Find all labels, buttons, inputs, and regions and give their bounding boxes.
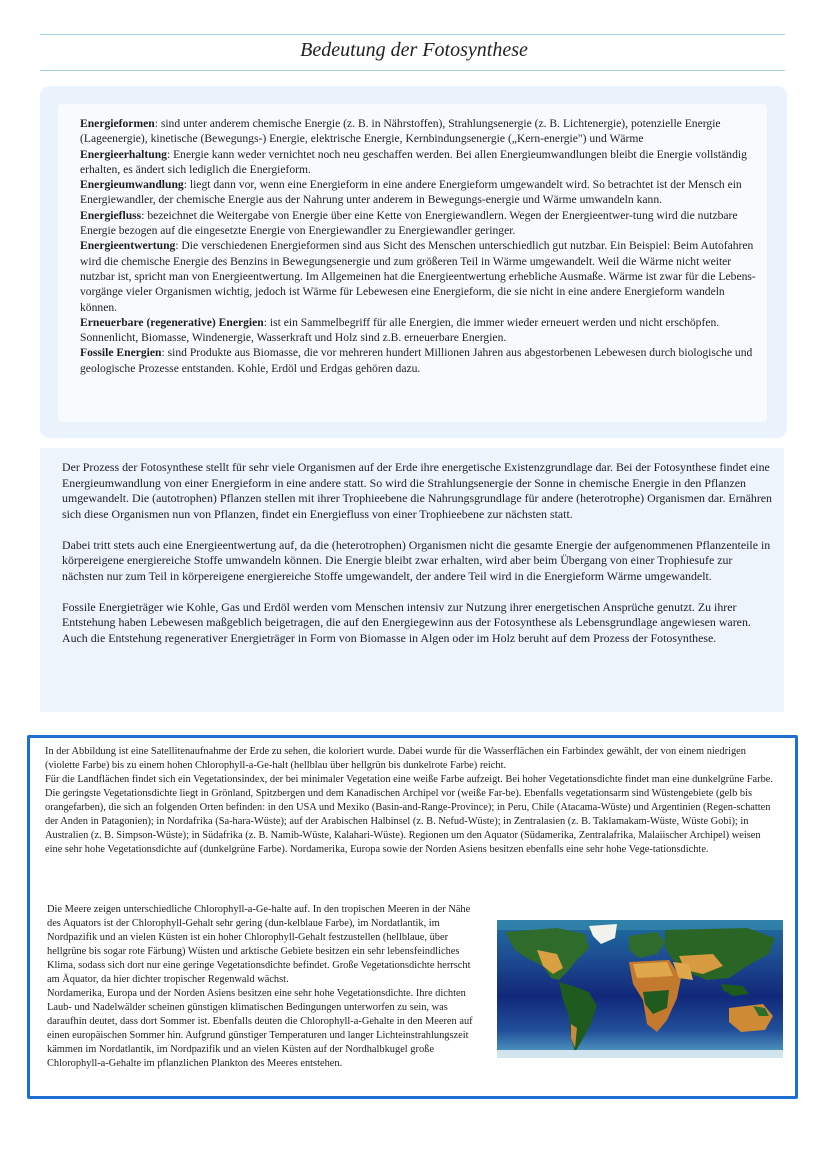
- definition-text: : Die verschiedenen Energieformen sind aus Sicht des Menschen unterschiedlich gut nutzbar. Ein Beispiel: Beim Autofahren wird die chemische Energie des Benzins in Bewegungsenergie und zum größeren Teil in Wärme umgewandelt. Weil die Wärme nicht weiter nutzbar ist, spricht man von Energieentwertung. Im Allgemeinen hat die Energieentwertung erhebliche Ausmaße. Wärme ist zwar für die Lebens-vorgänge vieler Organismen wichtig, jedoch ist Wärme für Lebewesen eine Energieform, die sie nicht in eine andere Energieform wandeln können.: [80, 239, 756, 314]
- seas-paragraph: Nordamerika, Europa und der Norden Asiens besitzen eine sehr hohe Vegetationsdichte. Ihre dichten Laub- und Nadelwälder scheinen günstigen klimatischen Bedingungen unterworfen zu sein, was daraufhin deutet, dass dort Sommer ist. Ebenfalls deuten die Chlorophyll-a-Gehalte in den Meeren auf einen europäischen Sommer hin. Aufgrund günstiger Temperaturen und langer Lichteinstrahlungszeit kämmen im Nordatlantik, im Nordpazifik und an vielen Küsten auf der Nordhalbkugel große Chlorophyll-a-Gehalte im pflanzlichen Plankton des Meeres entstehen.: [47, 988, 473, 1069]
- satellite-intro-paragraph: Für die Landflächen findet sich ein Vegetationsindex, der bei minimaler Vegetation eine weiße Farbe aufzeigt. Bei hoher Vegetationsdichte findet man eine dunkelgrüne Farbe. Die geringste Vegetationsdichte liegt in Grönland, Spitzbergen und dem Kanadischen Archipel vor (weiße Far-be). Ebenfalls vegetationsarm sind Wüstengebiete (gelb bis orangefarben), die sich an folgenden Orten befinden: in den USA und Mexiko (Basin-and-Range-Province); in Peru, Chile (Atacama-Wüste) und Argentinien (Regen-schatten der Anden in Patagonien); in Nordafrika (Sa-hara-Wüste); auf der Arabischen Halbinsel (z. B. Nefud-Wüste); in Zentralasien (z. B. Taklamakam-Wüste, Wüste Gobi); in Australien (z. B. Simpson-Wüste); in Südafrika (z. B. Namib-Wüste, Kalahari-Wüste). Regionen um den Aquator (Südamerika, Zentralafrika, Malaiischer Archipel) weisen eine sehr hohe Vegetationsdichte auf (dunkelgrüne Farbe). Nordamerika, Europa sowie der Norden Asiens besitzen ebenfalls eine sehr hohe Vege-tationsdichte.: [45, 774, 773, 855]
- definition-erneuerbare-energien: [80, 315, 760, 346]
- earth-map-graphic: [497, 920, 783, 1058]
- definitions-list: [80, 116, 760, 376]
- definition-term: Energieformen: [80, 117, 155, 130]
- definition-text: : sind unter anderem chemische Energie (z. B. in Nährstoffen), Strahlungsenergie (z. B. Lichtenergie), potenzielle Energie (Lageenergie), kinetische (Bewegungs-) Energie, elektrische Energie, Kernbindungsenergie („Kern-energie") und Wärme: [80, 117, 721, 146]
- satellite-intro-paragraph: In der Abbildung ist eine Satellitenaufnahme der Erde zu sehen, die koloriert wurde. Dabei wurde für die Wasserflächen ein Farbindex gewählt, der von einem niedrigen (violette Farbe) bis zu einem hohen Chlorophyll-a-Ge-halt (hellblau über hellgrün bis dunkelrote Farbe) reicht.: [45, 746, 746, 771]
- definition-term: Erneuerbare (regenerative) Energien: [80, 315, 264, 329]
- page-title: Bedeutung der Fotosynthese: [300, 39, 528, 61]
- definition-term: Energiefluss: [80, 208, 142, 222]
- definition-text: : Energie kann weder vernichtet noch neu geschaffen werden. Bei allen Energieumwandlungen bleibt die Energie vollständig erhalten, es ändert sich lediglich die Energieform.: [80, 147, 747, 176]
- satellite-intro: [45, 745, 775, 857]
- definition-energiefluss: [80, 208, 760, 239]
- definition-energieumwandlung: [80, 177, 760, 208]
- definition-fossile-energien: [80, 345, 760, 376]
- process-text: [62, 460, 774, 662]
- satellite-image: [497, 920, 783, 1058]
- definition-term: Energieerhaltung: [80, 147, 167, 161]
- definition-text: : ist ein Sammelbegriff für alle Energien, die immer wieder erneuert werden und nicht erschöpfen. Sonnenlicht, Biomasse, Windenergie, Wasserkraft und Holz sind z.B. erneuerbare Energien.: [80, 315, 720, 345]
- definition-text: : bezeichnet die Weitergabe von Energie über eine Kette von Energiewandlern. Wegen der Energieentwer-tung wird die nutzbare Energie bezogen auf die eingesetzte Energie von Energiewandler zu Energiewandler geringer.: [80, 208, 738, 238]
- definition-term: Energieentwertung: [80, 239, 176, 253]
- definition-energieerhaltung: [80, 147, 760, 178]
- process-paragraph: Der Prozess der Fotosynthese stellt für sehr viele Organismen auf der Erde ihre energetische Existenzgrundlage dar. Bei der Fotosynthese findet eine Energieumwandlung von einer Energieform in eine andere statt. So wird die Strahlungsenergie der Sonne in chemische Energie in den Pflanzen umgewandelt. Die (autotrophen) Pflanzen stellen mit ihrer Trophieebene die Nahrungsgrundlage für andere (heterotrophe) Organismen dar. Ernähren sich diese Organismen nun von Pflanzen, findet ein Energiefluss von einer Trophieebene zur nächsten statt.: [62, 460, 773, 521]
- definition-text: : sind Produkte aus Biomasse, die vor mehreren hundert Millionen Jahren aus abgestorbenen Lebewesen durch biologische und geologische Prozesse entstanden. Kohle, Erdöl und Erdgas gehören dazu.: [80, 346, 753, 375]
- definition-energieentwertung: [80, 238, 760, 314]
- definition-term: Fossile Energien: [80, 346, 162, 360]
- process-paragraph: Fossile Energieträger wie Kohle, Gas und Erdöl werden vom Menschen intensiv zur Nutzung ihrer energetischen Ansprüche genutzt. Zu ihrer Entstehung haben Lebewesen maßgeblich beigetragen, die auf den Energiegewinn aus der Fotosynthese als Lebensgrundlage angewiesen waren. Auch die Entstehung regenerativer Energieträger in Form von Biomasse in Algen oder im Holz beruht auf dem Prozess der Fotosynthese.: [62, 599, 751, 645]
- definition-energieformen: [80, 116, 760, 147]
- top-rule: [40, 34, 785, 35]
- satellite-seas-text: [47, 903, 483, 1071]
- process-paragraph: Dabei tritt stets auch eine Energieentwertung auf, da die (heterotrophen) Organismen nicht die gesamte Energie der aufgenommenen Pflanzenteile in körpereigene energiereiche Stoffe umwandeln können. Die Energie bleibt zwar erhalten, wird aber beim Übergang von einer Trophiesufe zur nächsten nur zum Teil in körpereigene energiereiche Stoffe umgewandelt, der andere Teil wird in die Energieform Wärme umgewandelt.: [62, 537, 771, 583]
- title-underline: [40, 70, 785, 71]
- seas-paragraph: Die Meere zeigen unterschiedliche Chlorophyll-a-Ge-halte auf. In den tropischen Meeren in der Nähe des Aquators ist der Chlorophyll-Gehalt sehr gering (dun-kelblaue Farbe), im Nordatlantik, im Nordpazifik und an vielen Küsten ist ein hoher Chlorophyll-Gehalt festzustellen (hellblaue, über hellgrüne bis sogar rote Färbung) Wüsten und arktische Gebiete besitzen ein sehr lebensfeindliches Klima, sodass sich dort nur eine geringe Vegetationsdichte befindet. Große Vegetationsdichte herrscht am Äquator, da hier dichter tropischer Regenwald wächst.: [47, 904, 471, 985]
- definition-term: Energieumwandlung: [80, 178, 184, 192]
- definition-text: : liegt dann vor, wenn eine Energieform in eine andere Energieform umgewandelt wird. So betrachtet ist der Mensch ein Energiewandler, der chemische Energie aus der Nahrung unter anderem in Bewegungs-energie und Wärme umwandeln kann.: [80, 178, 742, 207]
